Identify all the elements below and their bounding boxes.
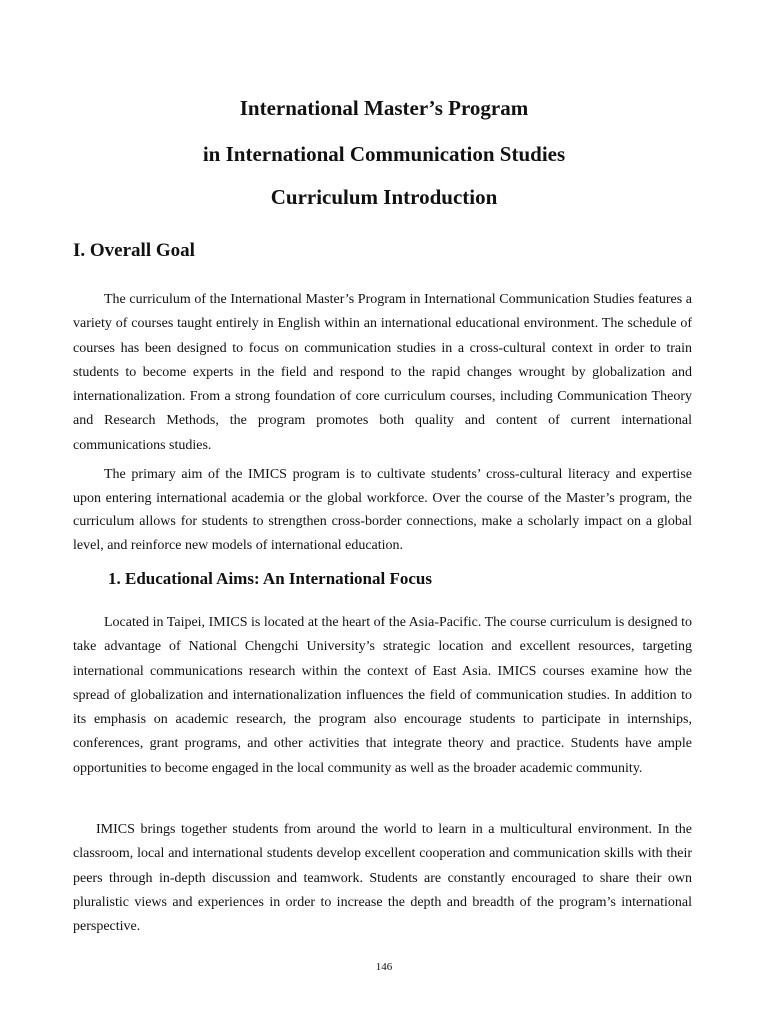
paragraph-taipei-location: Located in Taipei, IMICS is located at the heart of the Asia-Pacific. The course curriculum is designed to take advantage of National Chengchi University’s strategic location and excellent resources, targeting international communications research within the context of East Asia. IMICS courses examine how the spread of globalization and internationalization influences the field of communication studies. In addition to its emphasis on academic research, the program also encourage students to participate in internships, conferences, grant programs, and other activities that integrate theory and practice. Students have ample opportunities to become engaged in the local community as well as the broader academic community. bbox=[73, 615, 692, 776]
paragraph-primary-aim: The primary aim of the IMICS program is to cultivate students’ cross-cultural literacy and expertise upon entering international academia or the global workforce. Over the course of the Master’s program, the curriculum allows for students to strengthen cross-border connections, make a scholarly impact on a global level, and reinforce new models of international education. bbox=[73, 467, 692, 553]
title-line-2: in International Communication Studies bbox=[202, 142, 566, 166]
section-heading-overall-goal: I. Overall Goal bbox=[73, 240, 195, 261]
paragraph-curriculum-overview: The curriculum of the International Master’s Program in International Communication Studies features a variety of courses taught entirely in English within an international educational environment. The schedule of courses has been designed to focus on communication studies in a cross-cultural context in order to train students to become experts in the field and respond to the rapid changes wrought by globalization and internationalization. From a strong foundation of core curriculum courses, including Communication Theory and Research Methods, the program promotes both quality and content of current international communications studies. bbox=[73, 292, 692, 453]
title-line-1: International Master’s Program bbox=[239, 96, 529, 120]
paragraph-multicultural-environment: IMICS brings together students from around the world to learn in a multicultural environment. In the classroom, local and international students develop excellent cooperation and communication skills with their peers through in-depth discussion and teamwork. Students are constantly encouraged to share their own pluralistic views and experiences in order to increase the depth and breadth of the program’s international perspective. bbox=[73, 822, 692, 935]
title-line-3: Curriculum Introduction bbox=[270, 185, 498, 209]
subsection-heading-educational-aims: 1. Educational Aims: An International Focus bbox=[108, 569, 432, 588]
page-number: 146 bbox=[375, 961, 393, 973]
